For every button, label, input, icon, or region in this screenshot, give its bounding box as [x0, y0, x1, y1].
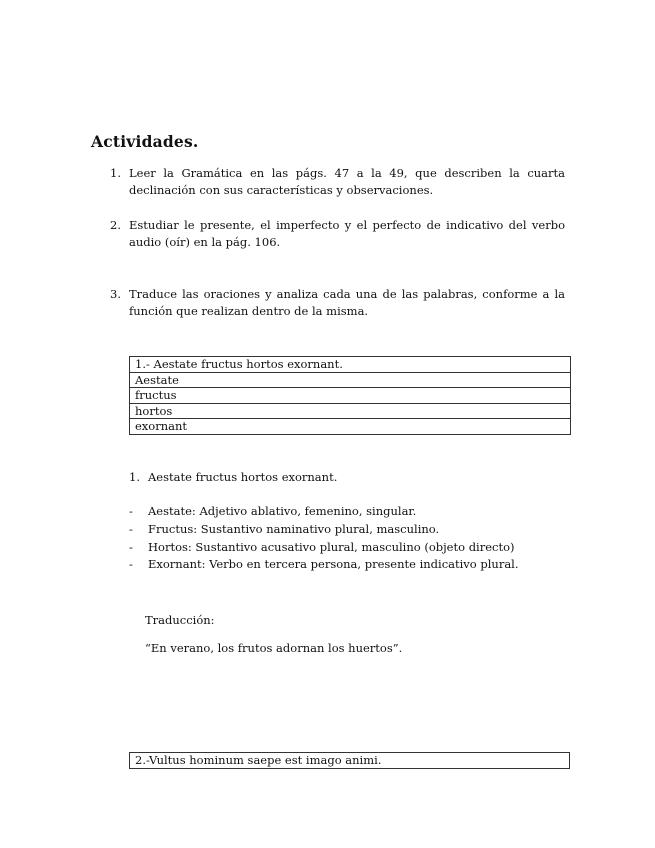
bullet-dash: - — [129, 504, 133, 518]
activity-item-2 — [110, 217, 565, 251]
table-header-row — [130, 357, 571, 373]
activity-text: Traduce las oraciones y analiza cada una de las palabras, conforme a la función que realizan dentro de la misma. — [129, 287, 565, 318]
table-row — [130, 419, 571, 435]
activity-number: 3. — [110, 287, 121, 301]
table-header-cell: 2.-Vultus hominum saepe est imago animi. — [130, 753, 570, 769]
activity-text: Estudiar le presente, el imperfecto y el perfecto de indicativo del verbo audio (oír) en la pág. 106. — [129, 218, 565, 249]
table-header-row — [130, 753, 570, 769]
bullet-dash: - — [129, 522, 133, 536]
table-header-cell: 1.- Aestate fructus hortos exornant. — [130, 357, 571, 373]
activity-item-3 — [110, 286, 565, 320]
analysis-sentence: Aestate fructus hortos exornant. — [148, 470, 338, 484]
table-cell: exornant — [130, 419, 571, 435]
analysis-text: Fructus: Sustantivo naminativo plural, masculino. — [148, 522, 440, 536]
table-row — [130, 388, 571, 404]
analysis-text: Hortos: Sustantivo acusativo plural, masculino (objeto directo) — [148, 540, 515, 554]
analysis-text: Exornant: Verbo en tercera persona, presente indicativo plural. — [148, 557, 519, 571]
table-row — [130, 403, 571, 419]
analysis-text: Aestate: Adjetivo ablativo, femenino, singular. — [148, 504, 417, 518]
table-cell: fructus — [130, 388, 571, 404]
translation-label: Traducción: — [145, 613, 215, 627]
table-row — [130, 372, 571, 388]
bullet-dash: - — [129, 540, 133, 554]
activity-item-1 — [110, 165, 565, 199]
activity-text: Leer la Gramática en las págs. 47 a la 49, que describen la cuarta declinación con sus características y observaciones. — [129, 166, 565, 197]
table-cell: Aestate — [130, 372, 571, 388]
analysis-sentence-number: 1. — [129, 470, 140, 484]
table-cell: hortos — [130, 403, 571, 419]
vocab-table-2 — [129, 752, 570, 769]
activity-number: 2. — [110, 218, 121, 232]
page-heading: Actividades. — [91, 132, 199, 151]
activity-number: 1. — [110, 166, 121, 180]
translation-text: “En verano, los frutos adornan los huertos”. — [145, 641, 403, 655]
vocab-table-1 — [129, 356, 571, 435]
bullet-dash: - — [129, 557, 133, 571]
